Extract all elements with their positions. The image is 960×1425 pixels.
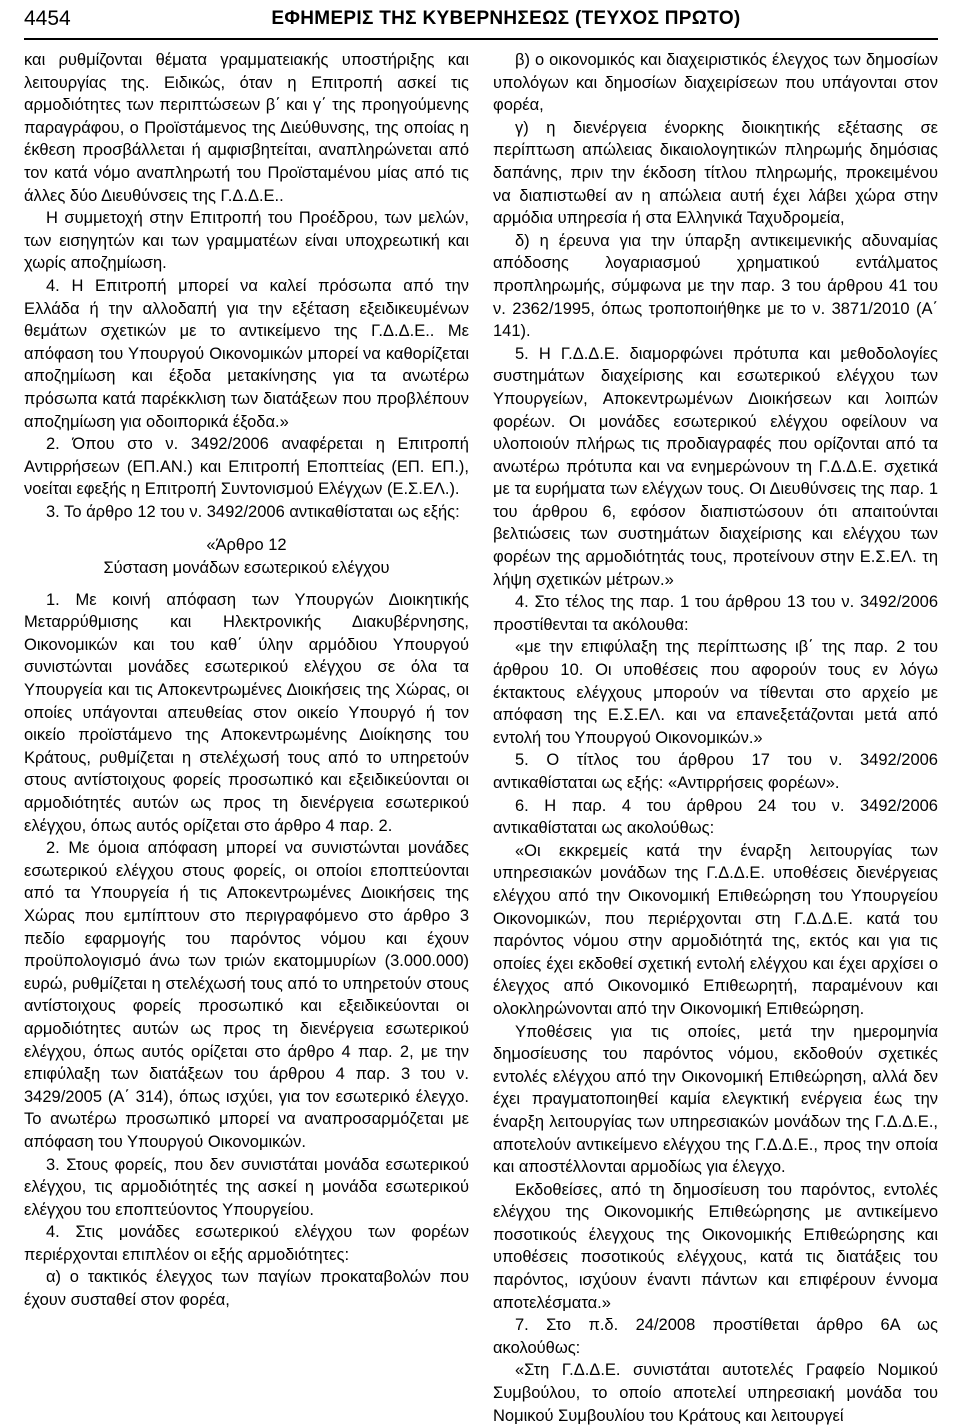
paragraph: 4. Η Επιτροπή μπορεί να καλεί πρόσωπα από την Ελλάδα ή την αλλοδαπή για την εξέταση εξειδικευμένων θεμάτων σχετικών με το αντικείμενο της Γ.Δ.Δ.Ε.. Με απόφαση του Υπουργού Οικονομικών μπορεί να καθορίζεται αποζημίωση και έξοδα μετακίνησης για τα ανωτέρω πρόσωπα κατά παρέκκλιση των διατάξεων που προβλέπουν αποζημίωση για οδοιπορικά έξοδα.»: [24, 276, 469, 431]
paragraph: Υποθέσεις για τις οποίες, μετά την ημερομηνία δημοσίευσης του παρόντος νόμου, εκδοθούν σχετικές εντολές ελέγχου από την Οικονομική Επιθεώρηση, αλλά δεν έχει πραγματοποιηθεί καμία ελεγκτική ενέργεια έως την έναρξη λειτουργίας των υπηρεσιακών μονάδων της Γ.Δ.Δ.Ε., αποτελούν αντικείμενο ελέγχου της Γ.Δ.Δ.Ε., προς την οποία και αποστέλλονται αρμοδίως για έλεγχο.: [493, 1022, 938, 1177]
left-column: [24, 49, 469, 1425]
page-header: [24, 0, 938, 32]
paragraph: Η συμμετοχή στην Επιτροπή του Προέδρου, των μελών, των εισηγητών και των γραμματέων είναι υποχρεωτική και χωρίς αποζημίωση.: [24, 209, 469, 273]
text-columns: [24, 49, 938, 1425]
paragraph: 3. Στους φορείς, που δεν συνιστάται μονάδα εσωτερικού ελέγχου, τις αρμοδιότητές της ασκεί η μονάδα εσωτερικού ελέγχου του εποπτεύοντος Υπουργείου.: [24, 1155, 469, 1219]
paragraph: γ) η διενέργεια ένορκης διοικητικής εξέτασης σε περίπτωση απώλειας δικαιολογητικών πληρωμής δημόσιας δαπάνης, πριν την έκδοση τίτλου πληρωμής, προκειμένου να διαπιστωθεί αν η απώλεια αυτή έχει λάβει χώρα στην αρμόδια υπηρεσία ή στα Ελληνικά Ταχυδρομεία,: [493, 118, 938, 228]
paragraph: 4. Στις μονάδες εσωτερικού ελέγχου των φορέων περιέρχονται επιπλέον οι εξής αρμοδιότητες:: [24, 1223, 469, 1264]
paragraph: 5. Η Γ.Δ.Δ.Ε. διαμορφώνει πρότυπα και μεθοδολογίες συστημάτων διαχείρισης και εσωτερικού ελέγχου των Υπουργείων, Αποκεντρωμένων Διοικήσεων και λοιπών φορέων. Οι μονάδες εσωτερικού ελέγχου οφείλουν να υλοποιούν πλήρως τις προδιαγραφές που ορίζονται από τα ανωτέρω πρότυπα και να ενημερώνουν τη Γ.Δ.Δ.Ε. σχετικά με τα ευρήματα των ελέγχων τους. Οι Διευθύνσεις της παρ. 1 του άρθρου 6, εφόσον διαπιστώσουν ότι απαιτούνται βελτιώσεις των συστημάτων διαχείρισης και ελέγχου των φορέων της αρμοδιότητάς τους, προτείνουν στην Ε.Σ.ΕΛ. τη λήψη σχετικών μέτρων.»: [493, 344, 938, 589]
paragraph: Εκδοθείσες, από τη δημοσίευση του παρόντος, εντολές ελέγχου της Οικονομικής Επιθεώρησης με αντικείμενο ποσοτικούς έλεγχους της Οικονομικής Επιθεώρησης και υποθέσεις ποσοτικούς ελέγχους, κατά τις διατάξεις του παρόντος, ισχύουν έναντι πάντων και επιφέρουν έννομα αποτελέσματα.»: [493, 1180, 938, 1312]
paragraph: 2. Όπου στο ν. 3492/2006 αναφέρεται η Επιτροπή Αντιρρήσεων (ΕΠ.ΑΝ.) και Επιτροπή Εποπτείας (ΕΠ. ΕΠ.), νοείται εφεξής η Επιτροπή Συντονισμού Ελέγχων (Ε.Σ.ΕΛ.).: [24, 435, 469, 499]
header-rule: [24, 38, 938, 40]
journal-title: ΕΦΗΜΕΡΙΣ ΤΗΣ ΚΥΒΕΡΝΗΣΕΩΣ (ΤΕΥΧΟΣ ΠΡΩΤΟ): [271, 8, 741, 29]
paragraph: και ρυθμίζονται θέματα γραμματειακής υποστήριξης και λειτουργίας της. Ειδικώς, όταν η Επιτροπή ασκεί τις αρμοδιότητες των περιπτώσεων β΄ και γ΄ της προηγούμενης παραγράφου, ο Προϊστάμενος της Διεύθυνσης, της οποίας η έκθεση προσβάλλεται ή αμφισβητείται, αναπληρώνεται από τον κατά νόμο αναπληρωτή του Προϊσταμένου μίας από τις άλλες δύο Διευθύνσεις της Γ.Δ.Δ.Ε..: [24, 51, 469, 205]
paragraph: β) ο οικονομικός και διαχειριστικός έλεγχος των δημοσίων υπολόγων και δημοσίων διαχειρίσεων που υπάγονται στον φορέα,: [493, 51, 938, 115]
paragraph: «Οι εκκρεμείς κατά την έναρξη λειτουργίας των υπηρεσιακών μονάδων της Γ.Δ.Δ.Ε. υποθέσεις διενέργειας ελέγχου από την Οικονομική Επιθεώρηση του Υπουργείου Οικονομικών, που περιέρχονται στη Γ.Δ.Δ.Ε. κατά του παρόντος νόμου στην αρμοδιότητά της, εκτός και για τις οποίες έχει εκδοθεί σχετική εντολή ελέγχου και έχει αρχίσει ο έλεγχος από Οικονομικό Επιθεωρητή, παραμένουν και ολοκληρώνονται από την Οικονομική Επιθεώρηση.: [493, 841, 938, 1018]
article-title: «Άρθρο 12: [206, 536, 287, 555]
paragraph: α) ο τακτικός έλεγχος των παγίων προκαταβολών που έχουν συσταθεί στον φορέα,: [24, 1268, 469, 1310]
paragraph: δ) η έρευνα για την ύπαρξη αντικειμενικής αδυναμίας απόδοσης λογαριασμού χρηματικού εντάλματος προπληρωμής, σύμφωνα με την παρ. 3 του άρθρου 41 του ν. 2362/1995, όπως τροποποιήθηκε με το ν. 3871/2010 (Α΄ 141).: [493, 231, 938, 341]
paragraph: 4. Στο τέλος της παρ. 1 του άρθρου 13 του ν. 3492/2006 προστίθενται τα ακόλουθα:: [493, 593, 938, 634]
right-column: [493, 49, 938, 1425]
paragraph: 7. Στο π.δ. 24/2008 προστίθεται άρθρο 6Α ως ακολούθως:: [493, 1316, 938, 1357]
paragraph: 2. Με όμοια απόφαση μπορεί να συνιστώνται μονάδες εσωτερικού ελέγχου στους φορείς, οι οποίοι εποπτεύονται από τα Υπουργεία ή τις Αποκεντρωμένες Διοικήσεις της Χώρας που εμπίπτουν στο περιγραφόμενο στο άρθρο 3 πεδίο εφαρμογής του παρόντος νόμου και έχουν προϋπολογισμό άνω των τριών εκατομμυρίων (3.000.000) ευρώ, ρυθμίζεται η στελέχωσή τους από το υπηρετούν στους αντίστοιχους φορείς προσωπικό και εξειδικεύονται οι αρμοδιότητες αυτών ως προς τη διενέργεια εσωτερικού ελέγχου, όπως αυτός ορίζεται στο άρθρο 4 παρ. 2, με την επιφύλαξη των διατάξεων του άρθρου 4 παρ. 3 του ν. 3429/2005 (Α΄ 314), όπως ισχύει, για τον εσωτερικό έλεγχο. Το ανωτέρω προσωπικό μπορεί να αναπροσαρμόζεται με απόφαση του Υπουργού Οικονομικών.: [24, 839, 469, 1151]
paragraph: 6. Η παρ. 4 του άρθρου 24 του ν. 3492/2006 αντικαθίσταται ως ακολούθως:: [493, 796, 938, 838]
paragraph: 1. Με κοινή απόφαση των Υπουργών Διοικητικής Μεταρρύθμισης και Ηλεκτρονικής Διακυβέρνησης, Οικονομικών και του καθ΄ ύλην αρμόδιου Υπουργού συνιστώνται μονάδες εσωτερικού ελέγχου σε όλα τα Υπουργεία και τις Αποκεντρωμένες Διοικήσεις της Χώρας, οι οποίες υπάγονται απευθείας στον οικείο Υπουργό ή τον οικείο προϊστάμενο της Αποκεντρωμένης Διοίκησης του Κράτους, ρυθμίζεται η στελέχωσή τους από το υπηρετούν στους αντίστοιχους φορείς προσωπικό και εξειδικεύονται οι αρμοδιότητές αυτών ως προς τη διενέργεια εσωτερικού ελέγχου, όπως αυτός ορίζεται στο άρθρο 4 παρ. 2.: [24, 590, 469, 835]
article-subtitle: Σύσταση μονάδων εσωτερικού ελέγχου: [103, 559, 390, 578]
paragraph: 5. Ο τίτλος του άρθρου 17 του ν. 3492/2006 αντικαθίσταται ως εξής: «Αντιρρήσεις φορέων».: [493, 751, 938, 792]
paragraph: «Στη Γ.Δ.Δ.Ε. συνιστάται αυτοτελές Γραφείο Νομικού Συμβούλου, το οποίο αποτελεί υπηρεσιακή μονάδα του Νομικού Συμβουλίου του Κράτους και λειτουργεί: [493, 1361, 938, 1425]
paragraph: 3. Το άρθρο 12 του ν. 3492/2006 αντικαθίσταται ως εξής:: [46, 502, 460, 521]
page-number: 4454: [24, 7, 71, 30]
paragraph: «με την επιφύλαξη της περίπτωσης ιβ΄ της παρ. 2 του άρθρου 10. Οι υποθέσεις που αφορούν τους εν λόγω έκτακτους ελέγχους μπορούν να τίθενται στο αρχείο με απόφαση της Ε.Σ.ΕΛ. και να επανεξετάζονται μετά από εντολή του Υπουργού Οικονομικών.»: [493, 638, 938, 747]
